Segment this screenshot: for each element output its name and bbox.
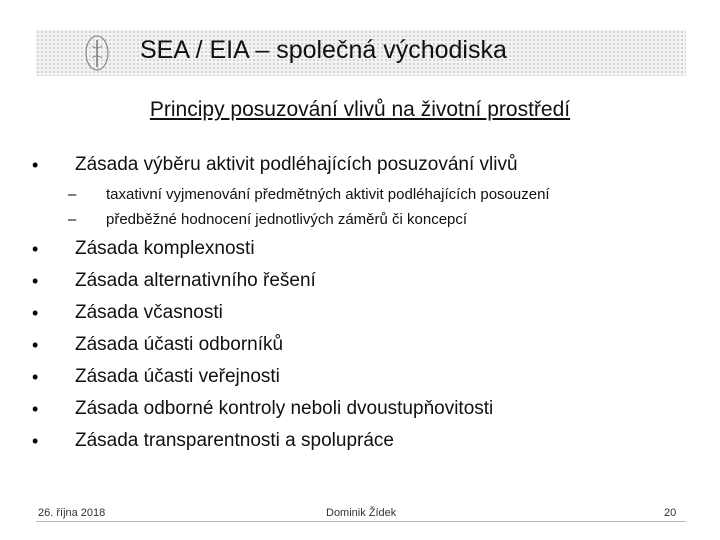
sub-list-item-text: taxativní vyjmenování předmětných aktivit podléhajících posouzení (106, 186, 550, 203)
list-item (0, 300, 720, 326)
sub-list-item (0, 184, 720, 210)
list-item-text: Zásada účasti veřejnosti (75, 366, 280, 387)
list-item-text: Zásada komplexnosti (75, 238, 255, 259)
bullet-marker: • (32, 399, 39, 419)
bullet-marker: • (32, 271, 39, 291)
list-item (0, 364, 720, 390)
list-item-text: Zásada odborné kontroly neboli dvoustupňovitosti (75, 398, 494, 419)
list-item (0, 268, 720, 294)
dash-marker: – (68, 211, 77, 228)
footer-date: 26. října 2018 (38, 507, 106, 519)
footer-divider (36, 521, 686, 522)
header-title: SEA / EIA – společná východiska (140, 36, 507, 64)
list-item (0, 236, 720, 262)
page-number: 20 (664, 507, 677, 519)
list-item-text: Zásada včasnosti (75, 302, 223, 323)
list-item-text: Zásada alternativního řešení (75, 270, 316, 291)
footer-author: Dominik Žídek (326, 507, 397, 519)
dash-marker: – (68, 186, 77, 203)
bullet-marker: • (32, 303, 39, 323)
list-item-text: Zásada výběru aktivit podléhajících posuzování vlivů (75, 154, 518, 175)
list-item (0, 396, 720, 422)
list-item (0, 332, 720, 358)
list-item (0, 152, 720, 178)
sub-list-item (0, 209, 720, 235)
list-item (0, 428, 720, 454)
bullet-marker: • (32, 155, 39, 175)
bullet-marker: • (32, 239, 39, 259)
list-item-text: Zásada účasti odborníků (75, 334, 284, 355)
bullet-marker: • (32, 335, 39, 355)
slide-subtitle: Principy posuzování vlivů na životní prostředí (149, 98, 571, 121)
sub-list-item-text: předběžné hodnocení jednotlivých záměrů či koncepcí (106, 211, 468, 228)
bullet-marker: • (32, 367, 39, 387)
bullet-marker: • (32, 431, 39, 451)
list-item-text: Zásada transparentnosti a spolupráce (75, 430, 394, 451)
